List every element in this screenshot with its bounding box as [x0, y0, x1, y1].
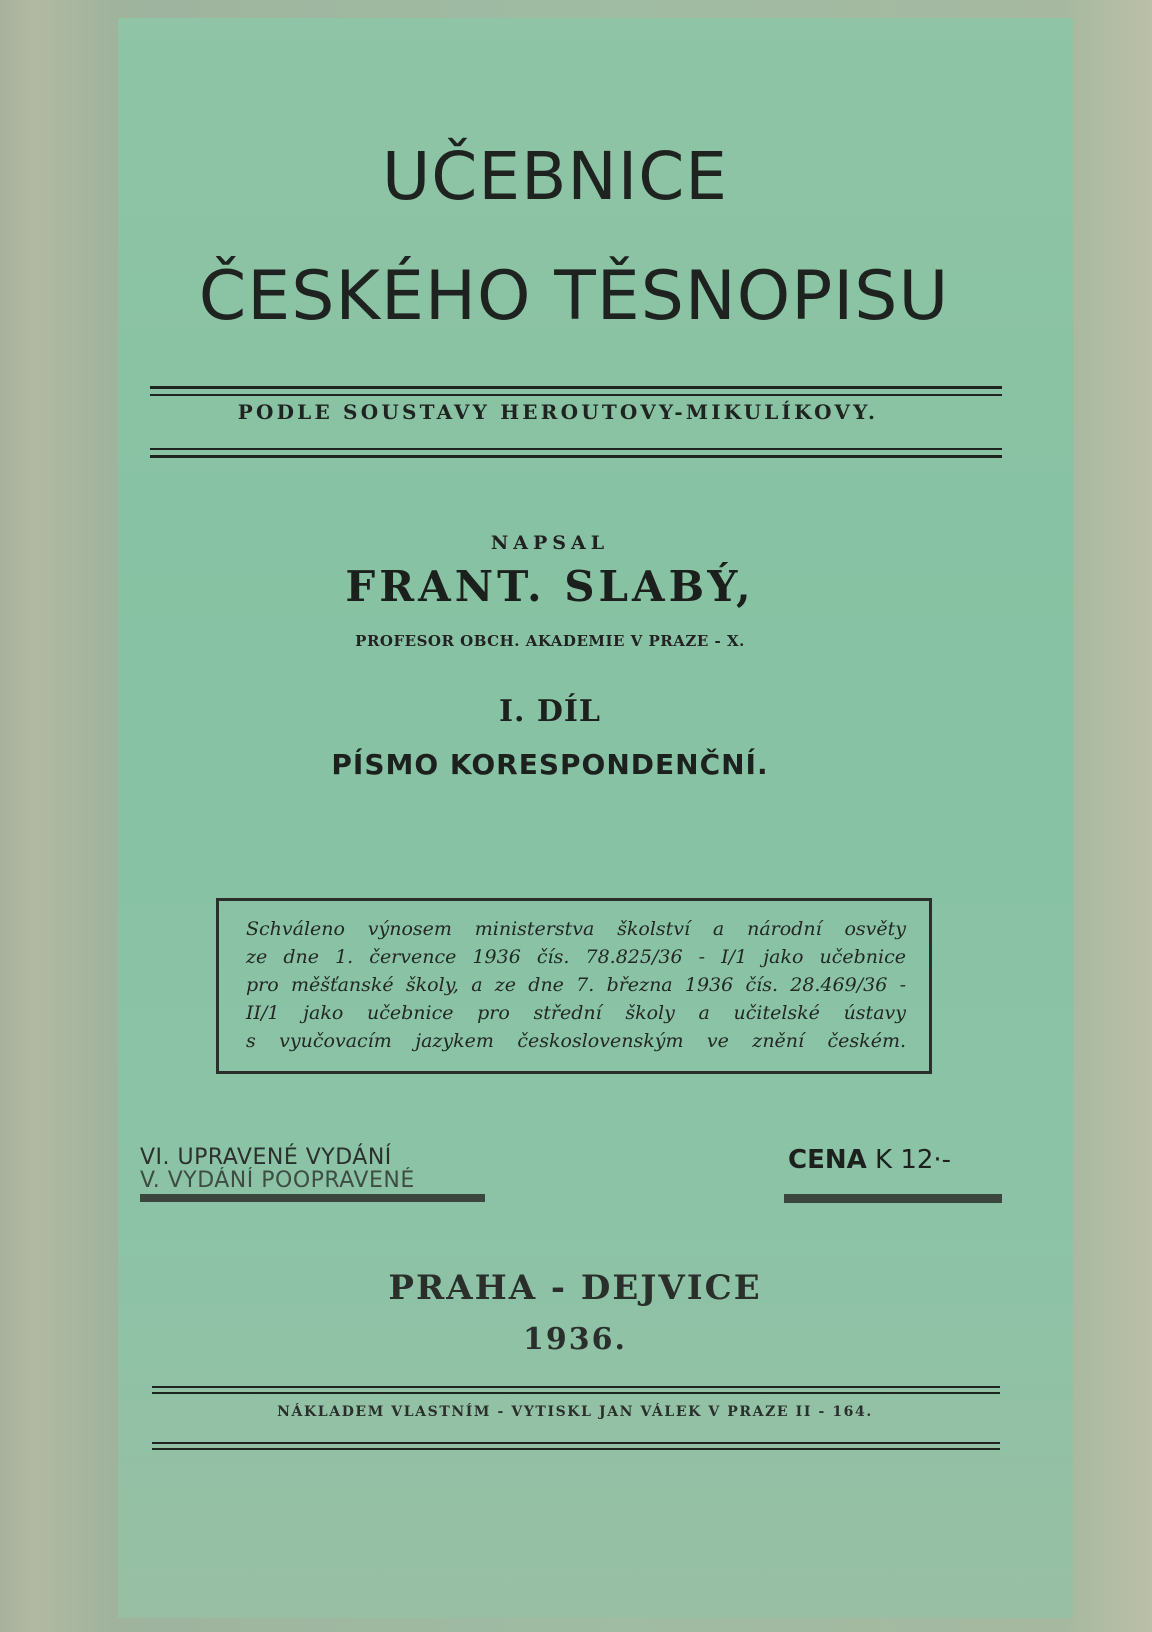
approval-line-4: II/1 jako učebnice pro střední školy a učitelské ústavy — [246, 1002, 906, 1024]
price-strike — [784, 1194, 1002, 1203]
rule-footer-2 — [152, 1392, 1000, 1394]
rule-footer-4 — [152, 1448, 1000, 1450]
price-value: K 12·- — [875, 1145, 952, 1175]
author-name: FRANT. SLABÝ, — [345, 562, 755, 611]
rule-bottom-1 — [150, 448, 1002, 450]
rule-footer-3 — [152, 1442, 1000, 1444]
edition-strike — [140, 1194, 485, 1202]
price-stamp — [788, 1145, 951, 1175]
edition-stamp: VI. UPRAVENÉ VYDÁNÍ — [140, 1145, 392, 1170]
publication-place: PRAHA - DEJVICE — [388, 1268, 762, 1308]
author-position: PROFESOR OBCH. AKADEMIE V PRAZE - X. — [355, 632, 745, 650]
old-edition-stamp: V. VYDÁNÍ POOPRAVENÉ — [140, 1168, 415, 1193]
publication-year: 1936. — [523, 1322, 627, 1357]
rule-footer-1 — [152, 1386, 1000, 1388]
title-line-2: ČESKÉHO TĚSNOPISU — [198, 257, 950, 336]
part-name: PÍSMO KORESPONDENČNÍ. — [331, 748, 769, 781]
rule-top-1 — [150, 386, 1002, 389]
title-line-1: UČEBNICE — [382, 138, 728, 215]
approval-line-1: Schváleno výnosem ministerstva školství a národní osvěty — [246, 918, 906, 940]
approval-line-2: ze dne 1. července 1936 čís. 78.825/36 - I/1 jako učebnice — [246, 946, 906, 968]
approval-line-3: pro měšťanské školy, a ze dne 7. března 1936 čís. 28.469/36 - — [246, 974, 906, 996]
subtitle: PODLE SOUSTAVY HEROUTOVY-MIKULÍKOVY. — [237, 400, 879, 424]
rule-top-2 — [150, 394, 1002, 396]
approval-line-5: s vyučovacím jazykem československým ve znění českém. — [246, 1030, 906, 1052]
author-label: NAPSAL — [490, 532, 610, 554]
price-label: CENA — [788, 1145, 867, 1175]
publisher-imprint: NÁKLADEM VLASTNÍM - VYTISKL JAN VÁLEK V PRAZE II - 164. — [277, 1404, 873, 1420]
rule-bottom-2 — [150, 455, 1002, 458]
part-number: I. DÍL — [498, 694, 602, 729]
